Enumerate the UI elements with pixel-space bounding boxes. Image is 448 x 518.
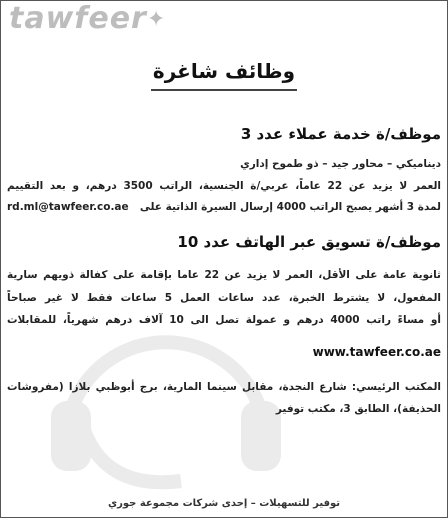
job-line: لمدة 3 أشهر يصبح الراتب 4000 إرسال السيرة الذاتية على [139,201,441,213]
footer-text: توفير للتسهيلات – إحدى شركات مجموعة جوري [107,498,341,509]
job-line: المفعول، لا يشترط الخبرة، عدد ساعات العمل 5 ساعات فقط لا غير صباحاً [7,292,441,304]
job-line: العمر لا يزيد عن 22 عاماً، عربي/ة الجنسية، الراتب 3500 درهم، و بعد التقييم [7,180,441,192]
tawfeer-logo [9,1,166,36]
email-link[interactable]: rd.ml@tawfeer.co.ae [7,201,129,213]
address-line: المكتب الرئيسي: شارع النجدة، مقابل سينما المارية، برج أبوظبي بلازا (مفروشات [7,381,441,393]
job-line: ثانوية عامة على الأقل، العمر لا يزيد عن 22 عاما بإقامة على كفالة ذويهم سارية [7,269,441,281]
job-title-customer-service: موظف/ة خدمة عملاء عدد 3 [240,125,441,143]
title-container [1,59,447,83]
address-line: الحذيفة)، الطابق 3، مكتب توفير [275,403,441,415]
logo-star-icon: ✦ [146,7,167,32]
job-line: ديناميكي – محاور جيد – ذو طموح إداري [240,158,441,170]
job-line: أو مساءً راتب 4000 درهم و عمولة تصل الى 10 آلاف درهم شهرياً، للمقابلات [7,314,441,326]
page-title: وظائف شاغرة [152,59,296,83]
job-line-with-email [7,201,441,213]
website-link[interactable]: www.tawfeer.co.ae [312,345,441,359]
job-title-telemarketing: موظف/ة تسويق عبر الهاتف عدد 10 [177,233,441,251]
title-underline [151,89,297,91]
logo-text: tawfeer [9,1,147,36]
